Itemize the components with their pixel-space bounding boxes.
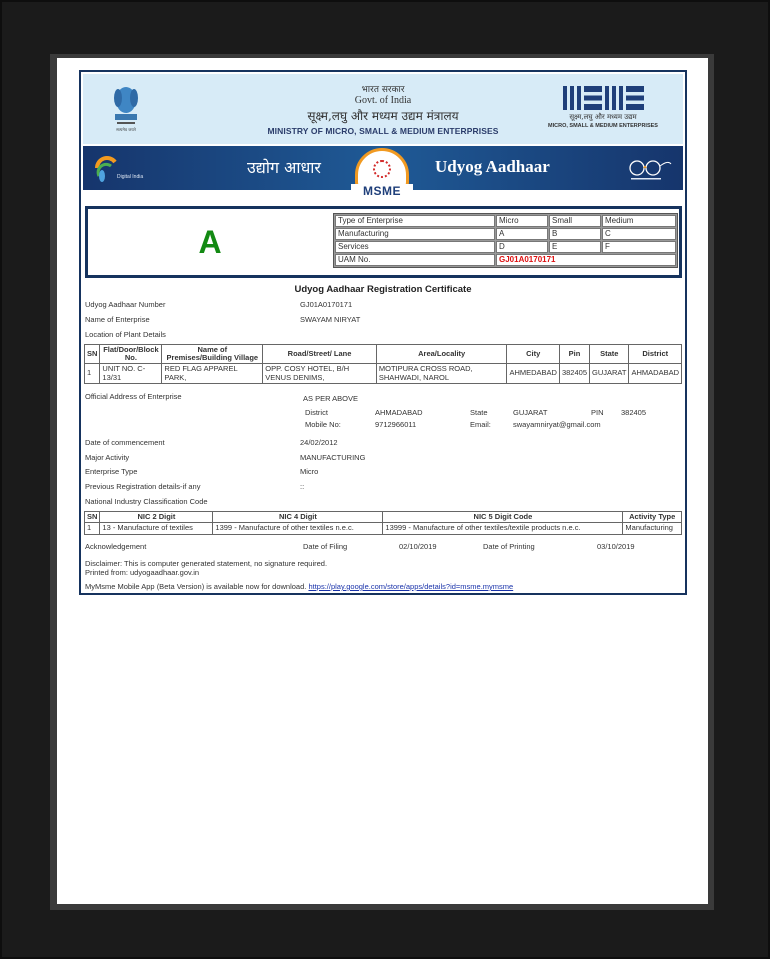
district-value: AHMADABAD <box>375 408 423 417</box>
printing-date-value: 03/10/2019 <box>597 542 635 551</box>
disclaimer-text: Disclaimer: This is computer generated statement, no signature required. <box>85 559 328 568</box>
table-cell: AHMADABAD <box>629 364 682 384</box>
ministry-title-block <box>233 82 533 136</box>
column-header: SN <box>85 345 100 364</box>
email-label: Email: <box>470 420 491 429</box>
msme-logo-english: MICRO, SMALL & MEDIUM ENTERPRISES <box>548 123 658 129</box>
column-header: District <box>629 345 682 364</box>
column-header: Flat/Door/Block No. <box>100 345 162 364</box>
table-row <box>85 523 682 535</box>
column-header: Area/Locality <box>376 345 507 364</box>
enterprise-grade: A <box>198 223 222 260</box>
uam-number: GJ01A0170171 <box>496 254 676 266</box>
table-cell: Medium <box>602 215 676 227</box>
column-header: NIC 4 Digit <box>213 512 383 523</box>
table-cell: Manufacturing <box>335 228 495 240</box>
table-cell: UNIT NO. C-13/31 <box>100 364 162 384</box>
mobile-value: 9712966011 <box>375 420 417 429</box>
pin-label: PIN <box>591 408 604 417</box>
field-value: SWAYAM NIRYAT <box>300 315 361 324</box>
pin-value: 382405 <box>621 408 647 417</box>
table-row <box>335 254 676 266</box>
table-row <box>85 364 682 384</box>
table-cell: Small <box>549 215 601 227</box>
table-row <box>335 228 676 240</box>
digital-india-icon <box>93 154 117 184</box>
district-label: District <box>305 408 328 417</box>
table-header-row <box>85 512 682 523</box>
mobile-label: Mobile No: <box>305 420 341 429</box>
column-header: Name of Premises/Building Village <box>162 345 263 364</box>
table-cell: MOTIPURA CROSS ROAD, SHAHWADI, NAROL <box>376 364 507 384</box>
digital-india-logo <box>93 154 153 184</box>
column-header: SN <box>85 512 100 523</box>
official-address-value: AS PER ABOVE <box>303 394 359 403</box>
table-cell: Services <box>335 241 495 253</box>
field-value: GJ01A0170171 <box>300 300 353 309</box>
table-cell: 13999 - Manufacture of other textiles/textile products n.e.c. <box>383 523 623 535</box>
badge-msme-text: MSME <box>351 184 413 198</box>
column-header: Pin <box>559 345 589 364</box>
msme-logo-hindi: सूक्ष्म,लघु और मध्यम उद्यम <box>569 113 637 121</box>
hindi-ministry-label: सूक्ष्म,लघु और मध्यम उद्यम मंत्रालय <box>307 109 459 123</box>
certificate-title: Udyog Aadhaar Registration Certificate <box>294 284 472 295</box>
english-gov-label: Govt. of India <box>354 95 412 106</box>
column-header: Road/Street/ Lane <box>263 345 377 364</box>
enterprise-type-table <box>333 213 678 268</box>
app-download-note <box>85 582 513 591</box>
field-label: Date of commencement <box>85 438 165 447</box>
table-cell: 382405 <box>559 364 589 384</box>
table-cell: RED FLAG APPAREL PARK, <box>162 364 263 384</box>
table-row <box>335 215 676 227</box>
printing-date-label: Date of Printing <box>483 542 535 551</box>
msme-logo-icon <box>545 86 661 110</box>
table-cell: 1399 - Manufacture of other textiles n.e.c. <box>213 523 383 535</box>
column-header: Activity Type <box>623 512 682 523</box>
swachh-bharat-glasses-icon <box>623 156 673 182</box>
column-header: NIC 2 Digit <box>100 512 213 523</box>
field-label: Location of Plant Details <box>85 330 166 339</box>
field-label: Major Activity <box>85 453 130 462</box>
table-cell: A <box>496 228 548 240</box>
nic-code-table <box>84 511 682 535</box>
column-header: NIC 5 Digit Code <box>383 512 623 523</box>
table-cell: D <box>496 241 548 253</box>
udyog-english-title: Udyog Aadhaar <box>435 157 550 176</box>
table-cell: 1 <box>85 523 100 535</box>
field-value: :: <box>300 482 305 491</box>
email-value: swayamniryat@gmail.com <box>513 420 601 429</box>
table-cell: GUJARAT <box>590 364 629 384</box>
national-emblem-icon <box>109 84 143 134</box>
table-cell: OPP. COSY HOTEL, B/H VENUS DENIMS, <box>263 364 377 384</box>
uam-label: UAM No. <box>335 254 495 266</box>
table-cell: AHMEDABAD <box>507 364 560 384</box>
english-ministry-label: MINISTRY OF MICRO, SMALL & MEDIUM ENTERPRISES <box>267 126 499 136</box>
table-cell: Manufacturing <box>623 523 682 535</box>
column-header: City <box>507 345 560 364</box>
field-value: MANUFACTURING <box>300 453 366 462</box>
app-note-text: MyMsme Mobile App (Beta Version) is available now for download. <box>85 582 307 591</box>
acknowledgement-label: Acknowledgement <box>85 542 147 551</box>
filing-date-label: Date of Filing <box>303 542 348 551</box>
hindi-gov-label: भारत सरकार <box>361 85 405 95</box>
ministry-header <box>83 74 683 144</box>
field-label: Udyog Aadhaar Number <box>85 300 166 309</box>
app-download-link[interactable]: https://play.google.com/store/apps/details?id=msme.mymsme <box>308 582 514 591</box>
table-cell: E <box>549 241 601 253</box>
udyog-aadhaar-msme-badge <box>351 148 413 200</box>
table-cell: Micro <box>496 215 548 227</box>
enterprise-classification-box <box>85 206 682 278</box>
field-label: Name of Enterprise <box>85 315 150 324</box>
filing-date-value: 02/10/2019 <box>399 542 437 551</box>
field-label: Previous Registration details-if any <box>85 482 201 491</box>
field-label: National Industry Classification Code <box>85 497 208 506</box>
table-cell: 13 - Manufacture of textiles <box>100 523 213 535</box>
table-header-row <box>85 345 682 364</box>
table-row <box>335 241 676 253</box>
udyog-aadhaar-certificate <box>79 70 687 595</box>
table-cell: 1 <box>85 364 100 384</box>
table-cell: B <box>549 228 601 240</box>
table-cell: Type of Enterprise <box>335 215 495 227</box>
digital-india-label: Digital India <box>117 174 144 180</box>
field-label: Enterprise Type <box>85 467 138 476</box>
svg-text:सत्यमेव जयते: सत्यमेव जयते <box>116 127 136 132</box>
column-header: State <box>590 345 629 364</box>
table-cell: F <box>602 241 676 253</box>
udyog-aadhaar-banner <box>83 146 683 198</box>
fingerprint-icon <box>373 160 391 178</box>
field-value: 24/02/2012 <box>300 438 338 447</box>
field-value: Micro <box>300 467 319 476</box>
state-label: State <box>470 408 488 417</box>
plant-location-table <box>84 344 682 384</box>
msme-logo <box>545 86 661 129</box>
official-address-label: Official Address of Enterprise <box>85 392 182 401</box>
state-value: GUJARAT <box>513 408 548 417</box>
printed-from-text: Printed from: udyogaadhaar.gov.in <box>85 568 200 577</box>
udyog-hindi-title: उद्योग आधार <box>247 158 321 177</box>
table-cell: C <box>602 228 676 240</box>
